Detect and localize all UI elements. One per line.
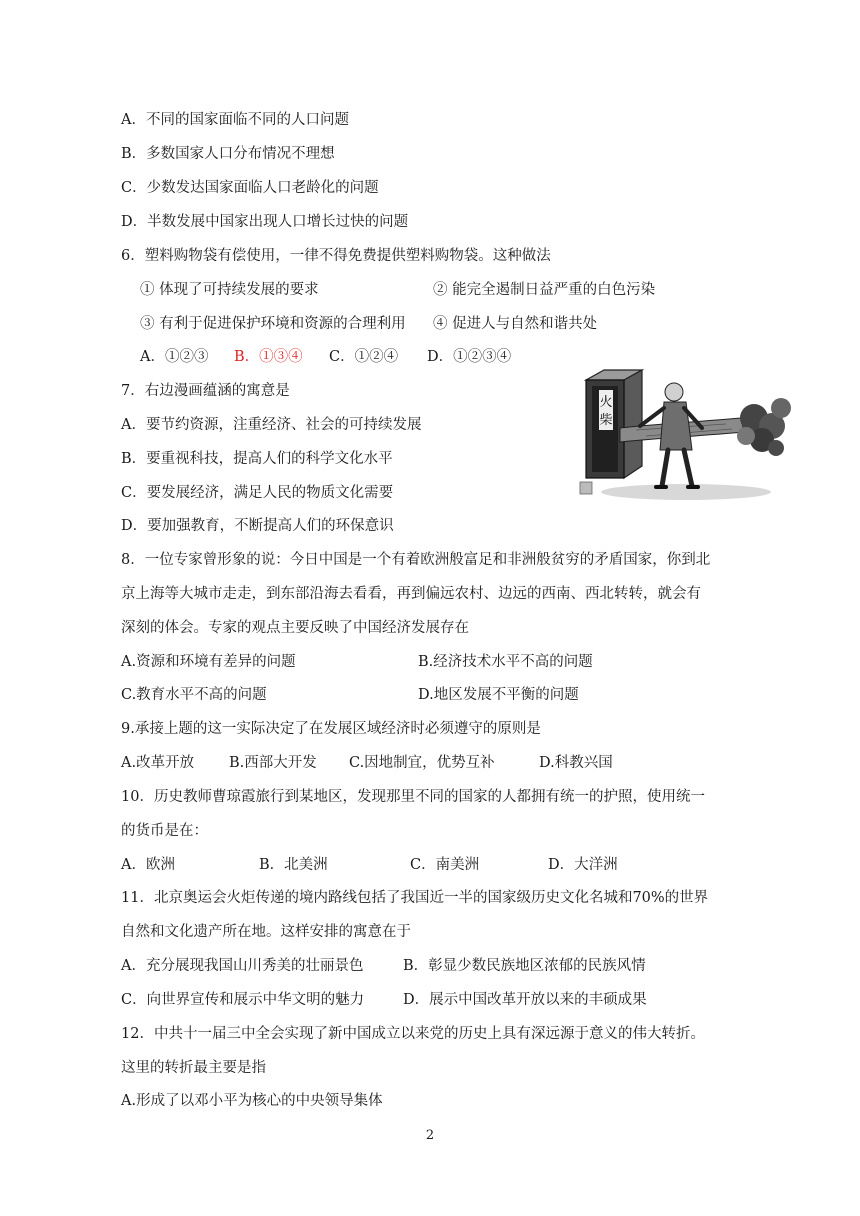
q7-option-d: D．要加强教育，不断提高人们的环保意识 [121,518,394,534]
q8-option-d: D.地区发展不平衡的问题 [418,687,579,703]
cartoon-text-2: 柴 [599,413,613,428]
q11-stem-line-1: 11．北京奥运会火炬传递的境内路线包括了我国近一半的国家级历史文化名城和70%的世界 [121,890,709,906]
q11-option-d: D．展示中国改革开放以来的丰硕成果 [403,992,647,1008]
q12-stem-line-1: 12．中共十一届三中全会实现了新中国成立以来党的历史上具有深远源于意义的伟大转折。 [121,1026,705,1042]
q10-stem-line-2: 的货币是在： [121,823,208,839]
q8-option-c: C.教育水平不高的问题 [121,687,267,703]
q10-option-a: A．欧洲 [121,857,175,873]
cartoon-text-1: 火 [599,395,613,410]
cartoon-illustration [576,366,796,506]
q6-statement-2: ② 能完全遏制日益严重的白色污染 [433,282,656,298]
q10-option-b: B．北美洲 [259,857,328,873]
q6-option-c: C．①②④ [329,349,399,365]
page-number: 2 [425,1128,435,1143]
q10-option-d: D．大洋洲 [548,857,618,873]
q11-option-a: A．充分展现我国山川秀美的壮丽景色 [121,958,364,974]
q7-stem: 7．右边漫画蕴涵的寓意是 [121,383,290,399]
q11-option-c: C．向世界宣传和展示中华文明的魅力 [121,992,365,1008]
q11-option-b: B．彰显少数民族地区浓郁的民族风情 [403,958,646,974]
q6-option-d: D．①②③④ [427,349,512,365]
q9-stem: 9.承接上题的这一实际决定了在发展区域经济时必须遵守的原则是 [121,721,541,737]
q10-option-c: C．南美洲 [410,857,480,873]
q8-stem-line-3: 深刻的体会。专家的观点主要反映了中国经济发展存在 [121,620,469,636]
q12-option-a: A.形成了以邓小平为核心的中央领导集体 [121,1093,383,1109]
q8-option-b: B.经济技术水平不高的问题 [418,654,593,670]
q6-statement-1: ① 体现了可持续发展的要求 [140,282,319,298]
q7-option-a: A．要节约资源，注重经济、社会的可持续发展 [121,417,422,433]
q9-option-c: C.因地制宜，优势互补 [349,755,495,771]
q5-option-a: A．不同的国家面临不同的人口问题 [121,112,349,128]
q8-stem-line-1: 8．一位专家曾形象的说：今日中国是一个有着欧洲般富足和非洲般贫穷的矛盾国家，你到北 [121,552,711,568]
q7-option-b: B．要重视科技，提高人们的科学文化水平 [121,451,393,467]
q8-option-a: A.资源和环境有差异的问题 [121,654,296,670]
q5-option-d: D．半数发展中国家出现人口增长过快的问题 [121,214,409,230]
q11-stem-line-2: 自然和文化遗产所在地。这样安排的寓意在于 [121,924,411,940]
q7-option-c: C．要发展经济，满足人民的物质文化需要 [121,485,394,501]
q9-option-d: D.科教兴国 [539,755,613,771]
q6-statement-3: ③ 有利于促进保护环境和资源的合理利用 [140,316,406,332]
q6-option-a: A．①②③ [140,349,209,365]
q8-stem-line-2: 京上海等大城市走走，到东部沿海去看看，再到偏远农村、边远的西南、西北转转，就会有 [121,586,701,602]
q5-option-b: B．多数国家人口分布情况不理想 [121,146,335,162]
q6-option-b-answer: B．①③④ [234,349,303,365]
q6-stem: 6．塑料购物袋有偿使用，一律不得免费提供塑料购物袋。这种做法 [121,248,551,264]
q12-stem-line-2: 这里的转折最主要是指 [121,1060,266,1076]
q6-statement-4: ④ 促进人与自然和谐共处 [433,316,598,332]
q5-option-c: C．少数发达国家面临人口老龄化的问题 [121,180,379,196]
q10-stem-line-1: 10．历史教师曹琼霞旅行到某地区，发现那里不同的国家的人都拥有统一的护照，使用统一 [121,789,705,805]
q9-option-b: B.西部大开发 [229,755,317,771]
q9-option-a: A.改革开放 [121,755,195,771]
